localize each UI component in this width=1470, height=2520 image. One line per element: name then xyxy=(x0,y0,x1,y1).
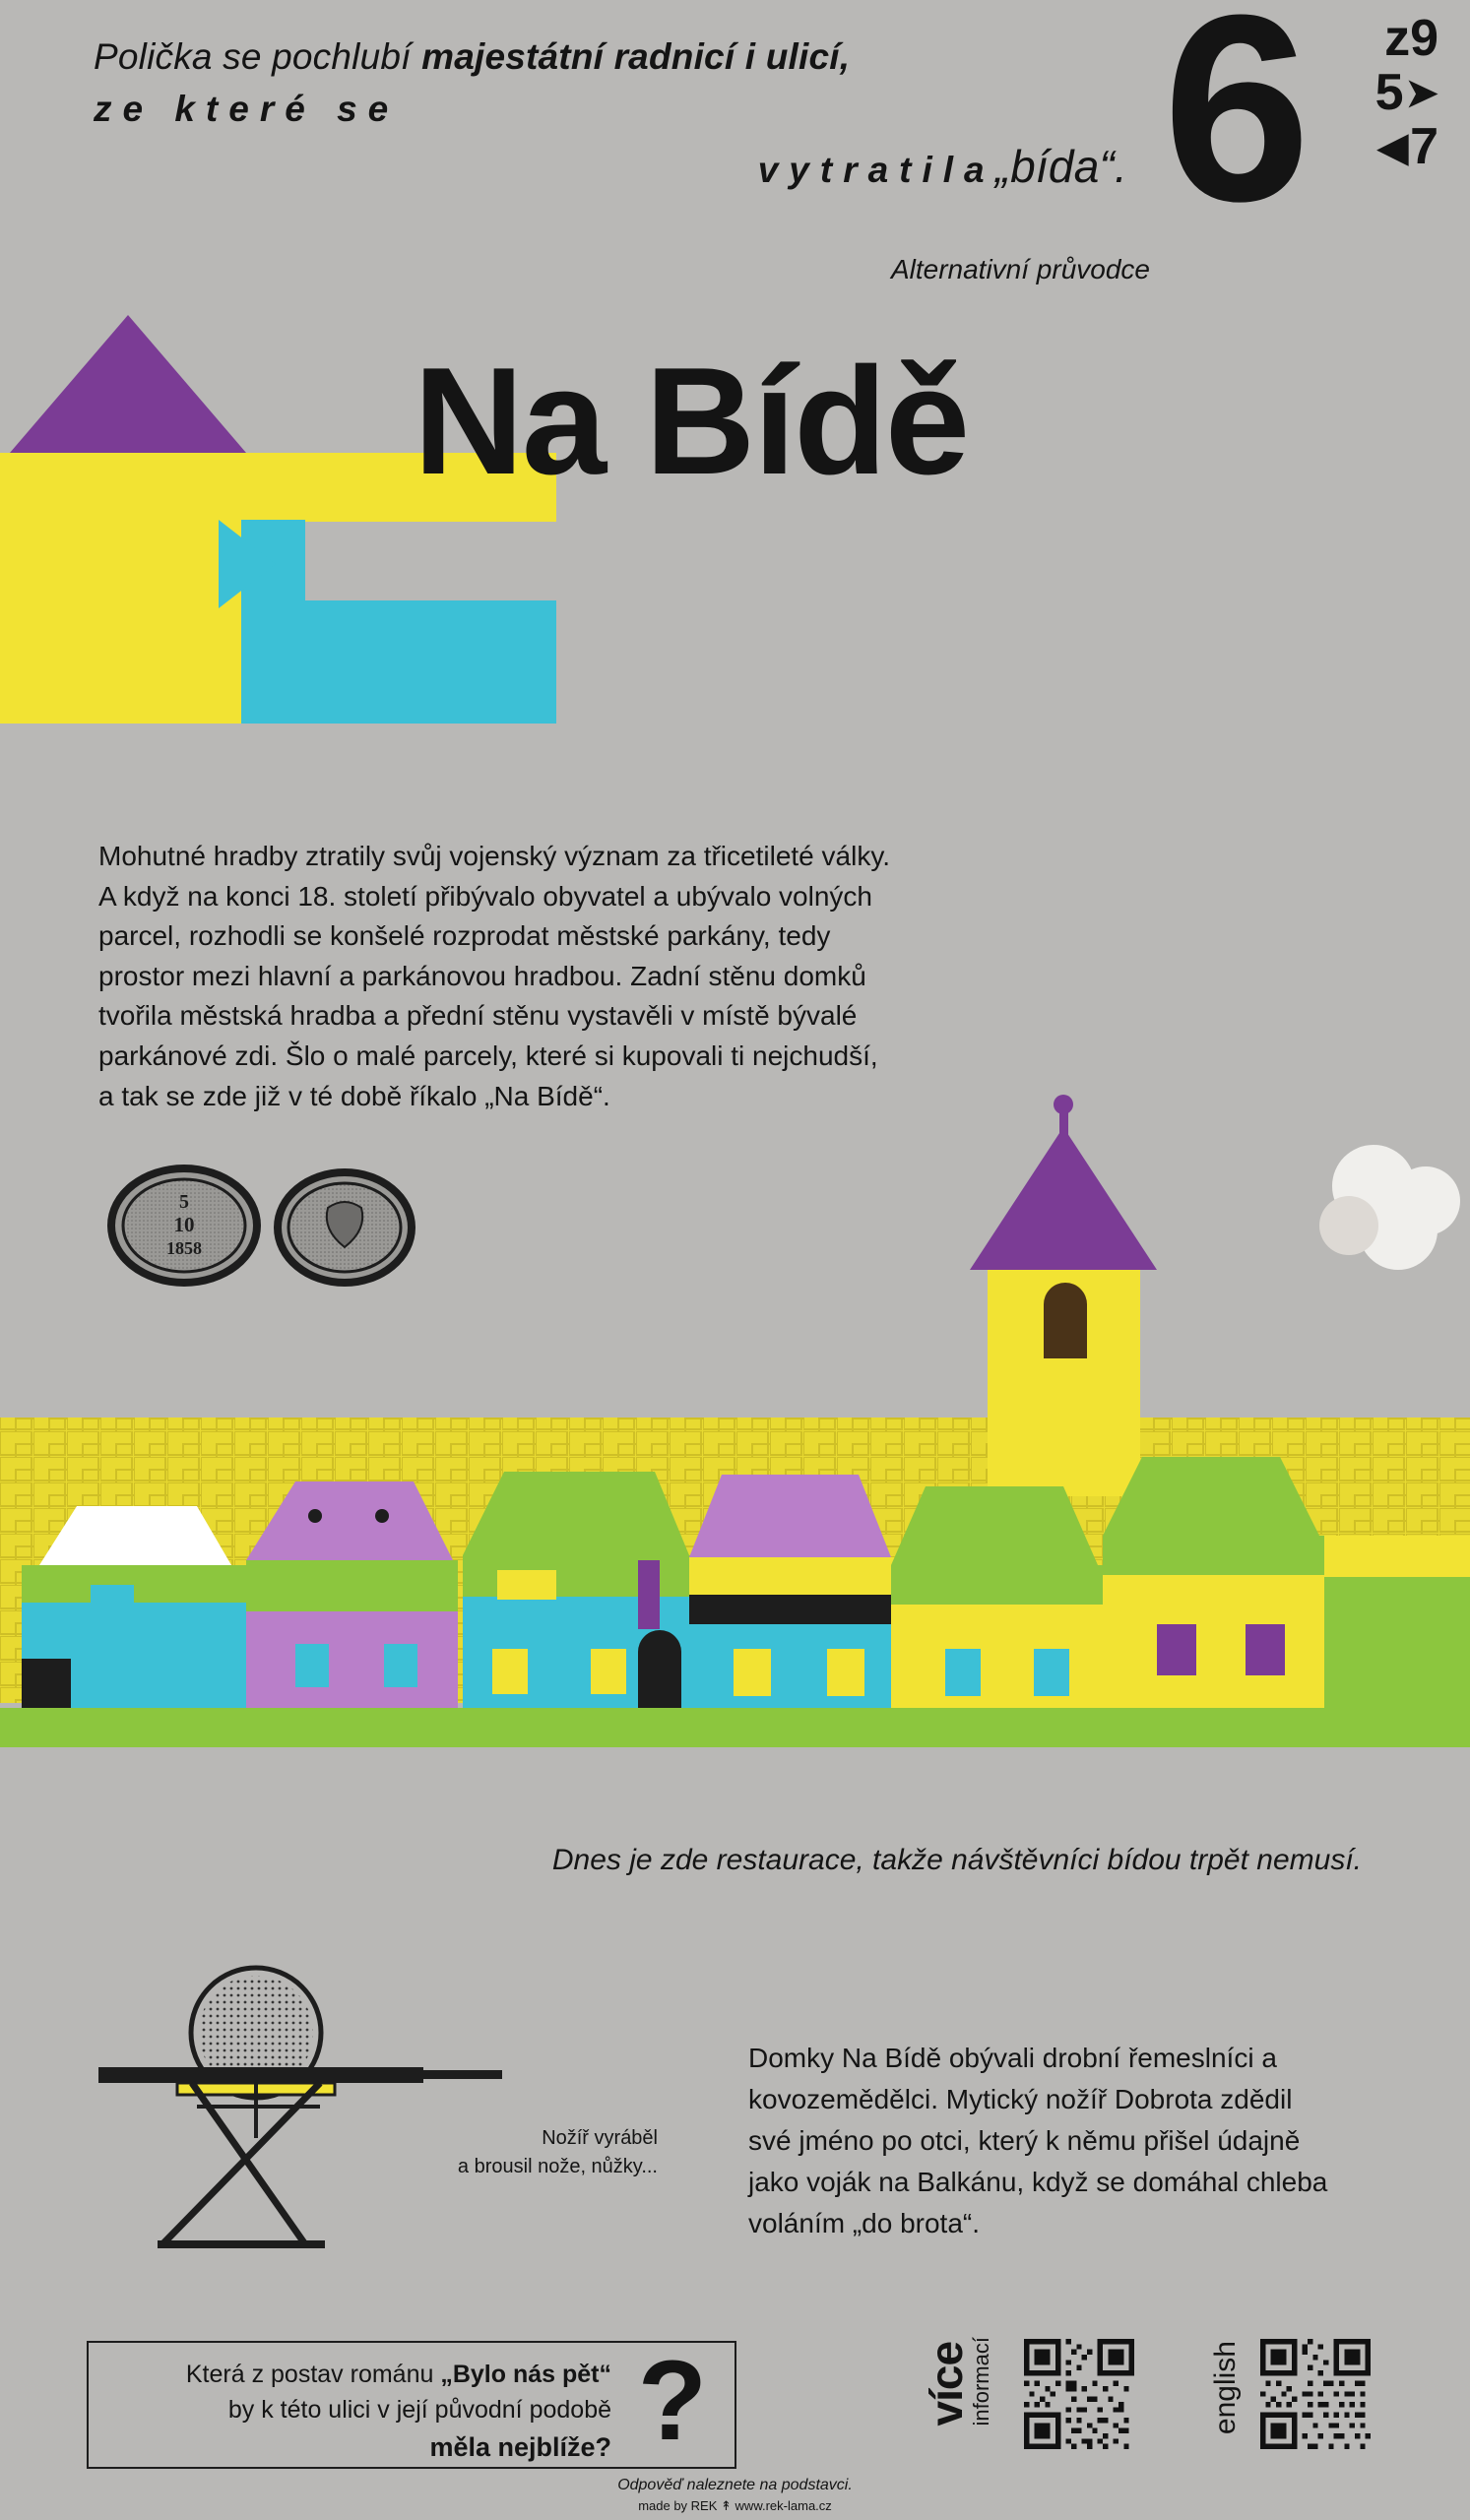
route-list xyxy=(1320,12,1438,174)
intro-paragraph: Mohutné hradby ztratily svůj vojenský význam za třicetileté války. A když na konci 18. století přibývalo obyvatel a ubývalo volných parcel, rozhodli se konšelé rozprodat městské parkány, tedy prostor mezi hlavní a parkánovou hradbou. Zadní stěnu domků tvořila městská hradba a přední stěnu vystavěli v místě bývalé parkánové zdi. Šlo o malé parcely, které si kupovali ti nejchudší, a tak se zde již v té době říkalo „Na Bídě“. xyxy=(98,841,891,1111)
panorama-caption: Dnes je zde restaurace, takže návštěvníci bídou trpět nemusí. xyxy=(551,1844,1362,1876)
page-title: Na Bídě xyxy=(414,336,969,506)
headline-line2: ze které se xyxy=(94,88,400,129)
arrow-right-icon: ➤ xyxy=(1405,71,1438,115)
house-gable-shape xyxy=(219,520,276,608)
credit-line xyxy=(0,2498,1470,2514)
title-area xyxy=(0,315,1470,728)
route-row-2-number: 5 xyxy=(1374,64,1404,122)
qr-area xyxy=(916,2333,1428,2490)
headline-line3-spaced: vytratila xyxy=(757,150,995,191)
craftsmen-paragraph: Domky Na Bídě obývali drobní řemeslníci a kovozemědělci. Mytický nožíř Dobrota zdědil své jméno po otci, který k němu přišel údajně jako voják na Balkánu, když se domáhal chleba voláním „do brota“. xyxy=(748,2043,1328,2238)
headline-line1-bold: majestátní radnicí i ulicí, xyxy=(421,36,851,77)
quiz-answer-note: Odpověď naleznete na podstavci. xyxy=(617,2477,853,2493)
house-roof-shape xyxy=(10,315,246,453)
subtitle: Alternativní průvodce xyxy=(890,254,1150,284)
headline-line3-quote: „bída“. xyxy=(994,141,1127,193)
route-row-3 xyxy=(1320,120,1438,174)
question-mark: ? xyxy=(637,2338,707,2464)
english-label-text: english xyxy=(1209,2341,1242,2435)
house-body-blue-shape xyxy=(241,600,556,724)
quiz-line-1-plain: Která z postav románu xyxy=(185,2361,441,2388)
quiz-line-1-bold: „Bylo nás pět“ xyxy=(440,2361,611,2388)
qr-code-more-info-svg[interactable] xyxy=(1024,2339,1134,2449)
headline xyxy=(94,32,1127,199)
house-body-left-shape xyxy=(0,453,241,724)
credit-url[interactable]: www.rek-lama.cz xyxy=(735,2498,832,2513)
english-label xyxy=(1211,2341,1241,2442)
svg-text:5: 5 xyxy=(179,1191,189,1213)
more-info-sub: informací xyxy=(969,2337,993,2426)
credit-prefix: made by REK xyxy=(638,2498,722,2513)
headline-line1-plain: Polička se pochlubí xyxy=(94,36,422,77)
quiz-line-2: by k této ulici v její původní podobě xyxy=(227,2396,611,2425)
qr-code-english[interactable] xyxy=(1260,2339,1371,2454)
qr-code-more-info[interactable] xyxy=(1024,2339,1134,2454)
grinder-svg xyxy=(98,1959,512,2254)
town-panorama-illustration xyxy=(0,1073,1470,1860)
credit-mark-icon: ↟ xyxy=(721,2498,732,2513)
quiz-text xyxy=(109,2357,611,2467)
route-row-2 xyxy=(1320,66,1438,120)
arrow-left-icon: ◀ xyxy=(1377,125,1409,169)
stop-number: 6 xyxy=(1163,0,1302,257)
quiz-line-1 xyxy=(109,2357,611,2392)
grinder-illustration xyxy=(98,1959,512,2259)
panorama-svg xyxy=(0,1073,1470,1860)
grinder-caption-line2: a brousil nože, nůžky... xyxy=(457,2156,658,2177)
quiz-line-3: měla nejblíže? xyxy=(429,2431,611,2462)
svg-text:10: 10 xyxy=(173,1213,195,1236)
quiz-box xyxy=(87,2338,736,2469)
headline-line3 xyxy=(94,135,1127,199)
qr-code-english-svg[interactable] xyxy=(1260,2339,1371,2449)
route-row-1 xyxy=(1320,12,1438,66)
poster-header xyxy=(0,0,1470,315)
route-row-1-label: z9 xyxy=(1384,10,1438,67)
route-row-3-number: 7 xyxy=(1410,118,1438,176)
stop-number-block xyxy=(1163,0,1448,266)
grinder-caption xyxy=(431,2124,658,2181)
svg-text:1858: 1858 xyxy=(166,1238,202,1258)
grinder-caption-line1: Nožíř vyráběl xyxy=(542,2127,658,2149)
cloud-shape xyxy=(1319,1145,1460,1270)
more-info-word: více xyxy=(921,2341,972,2426)
more-info-label xyxy=(921,2337,993,2426)
